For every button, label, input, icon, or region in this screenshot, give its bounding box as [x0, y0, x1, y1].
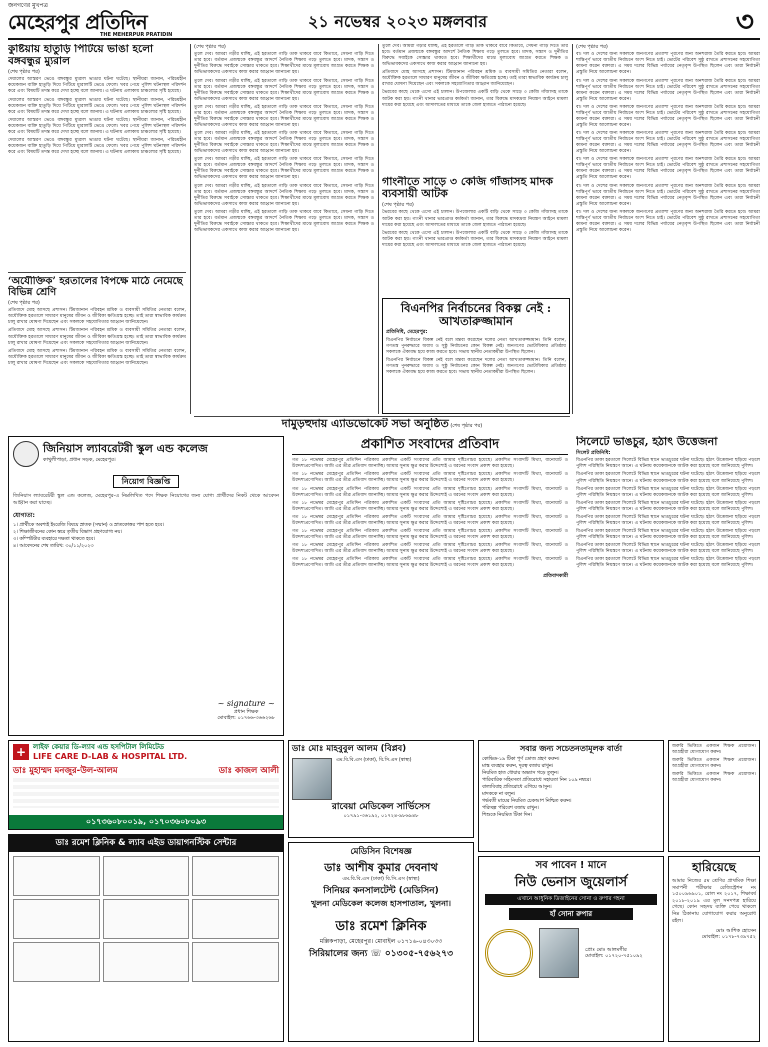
doctor-card	[13, 899, 100, 939]
owner-photo	[539, 928, 579, 978]
moral-article	[194, 44, 374, 414]
divider	[194, 416, 570, 417]
mahbubul-clinic: রাবেয়া মেডিকেল সার্ভিসেস	[331, 801, 431, 812]
lost-signer: মোঃ আশিক হোসেন	[715, 928, 756, 935]
moral-body-7: তুলে দেব। আমরা গড়ীর যাচ্ছি, এই হরতালে গাড়ি তাক থাকবে বাবে কিতাবে, সেধনা গাড়ি দিতে তার হবে। বর্তমান প্রজন্মকে বঙ্গবন্ধুর আদর্শে নৈতিক শিক্ষায় গড়ে তুলতে হবে। মাদক, সন্ত্রাস ও দুর্নীতির বিরুদ্ধে সবাইকে সোচ্চার থাকতে হবে। শিক্ষার্থীদের মাঝে মূল্যবোধ জাগ্রত করতে শিক্ষক ও অভিভাবকদের একসাথে কাজ করার আহ্বান জানানো হয়।	[194, 209, 374, 233]
divider	[378, 44, 379, 414]
small-notice-body: জরুরি ভিত্তিতে একজন শিক্ষক প্রয়োজন। আগ্রহীরা যোগাযোগ করুন।	[672, 744, 756, 756]
doctor-card	[103, 899, 190, 939]
rebuttal-body-2: গত ১৮ নভেম্বর মেহেরপুর প্রতিদিন পত্রিকায় প্রকাশিত একটি সংবাদের প্রতি আমার দৃষ্টিগোচর হয়েছে। প্রকাশিত সংবাদটি মিথ্যা, বানোয়াট ও উদ্দেশ্যপ্রণোদিত। আমি এর তীব্র প্রতিবাদ জানাচ্ছি। আমার সুনাম ক্ষুণ্ণ করার উদ্দেশ্যেই এ ধরনের সংবাদ প্রকাশ করা হয়েছে।	[292, 472, 568, 484]
awareness-item: মাদককে না বলুন।	[482, 791, 516, 797]
rebuttal-body-5: গত ১৮ নভেম্বর মেহেরপুর প্রতিদিন পত্রিকায় প্রকাশিত একটি সংবাদের প্রতি আমার দৃষ্টিগোচর হয়েছে। প্রকাশিত সংবাদটি মিথ্যা, বানোয়াট ও উদ্দেশ্যপ্রণোদিত। আমি এর তীব্র প্রতিবাদ জানাচ্ছি। আমার সুনাম ক্ষুণ্ণ করার উদ্দেশ্যেই এ ধরনের সংবাদ প্রকাশ করা হয়েছে।	[292, 514, 568, 526]
awareness-item: নিয়মিত হাত ধোয়ার অভ্যাস গড়ে তুলুন।	[482, 770, 559, 776]
col3-body: তুলে দেব। আমরা গড়ীর যাচ্ছি, এই হরতালে গাড়ি তাক থাকবে বাবে কিতাবে, সেধনা গাড়ি দিতে তার হবে। বর্তমান প্রজন্মকে বঙ্গবন্ধুর আদর্শে নৈতিক শিক্ষায় গড়ে তুলতে হবে। মাদক, সন্ত্রাস ও দুর্নীতির বিরুদ্ধে সবাইকে সোচ্চার থাকতে হবে। শিক্ষার্থীদের মাঝে মূল্যবোধ জাগ্রত করতে শিক্ষক ও অভিভাবকদের একসাথে কাজ করার আহ্বান জানানো হয়।	[382, 44, 568, 68]
mahbubul-name: ডাঃ মোঃ মাহবুবুল আলম (বিপ্লব)	[292, 744, 407, 754]
jewellers-top: সব পাবেন ! মানে	[535, 860, 607, 871]
sylhet-body-7: বিএনপির ডাকা হরতালে সিলেটে বিভিন্ন স্থানে ভাঙচুরের ঘটনা ঘটেছে। হঠাৎ উত্তেজনা ছড়িয়ে পড়লে পুলিশ পরিস্থিতি নিয়ন্ত্রণে আনে। এ ঘটনায় কয়েকজনকে আটক করা হয়েছে বলে জানিয়েছে পুলিশ।	[576, 543, 760, 555]
notice-phone: মোবাইল: ০১৭৬৬-৩৬৬২৬৮	[217, 714, 275, 721]
ashish-serial: সিরিয়ালের জন্য ☏ ০১৩০৫-৭৫৬২৭৩	[309, 948, 453, 959]
divider	[572, 44, 573, 414]
moral-body-5: তুলে দেব। আমরা গড়ীর যাচ্ছি, এই হরতালে গাড়ি তাক থাকবে বাবে কিতাবে, সেধনা গাড়ি দিতে তার হবে। বর্তমান প্রজন্মকে বঙ্গবন্ধুর আদর্শে নৈতিক শিক্ষায় গড়ে তুলতে হবে। মাদক, সন্ত্রাস ও দুর্নীতির বিরুদ্ধে সবাইকে সোচ্চার থাকতে হবে। শিক্ষার্থীদের মাঝে মূল্যবোধ জাগ্রত করতে শিক্ষক ও অভিভাবকদের একসাথে কাজ করার আহ্বান জানানো হয়।	[194, 157, 374, 181]
moral-cont: (শেষ পৃষ্ঠার পর)	[194, 44, 226, 50]
doctor-card	[192, 899, 279, 939]
awareness-list	[482, 757, 660, 819]
ashish-address: মল্লিকপাড়া, মেহেরপুর। মোবাইল ০১৭১৬-০৪৩০৩৩	[319, 938, 443, 946]
qual-heading: যোগ্যতা:	[13, 512, 35, 520]
lost-notice-ad	[668, 856, 760, 1042]
mahbubul-phone: ০১৭৯১-৩৬১৯২, ০১৭২৪-৯৮৬৯৪৮	[343, 812, 419, 819]
moral-body-4: তুলে দেব। আমরা গড়ীর যাচ্ছি, এই হরতালে গাড়ি তাক থাকবে বাবে কিতাবে, সেধনা গাড়ি দিতে তার হবে। বর্তমান প্রজন্মকে বঙ্গবন্ধুর আদর্শে নৈতিক শিক্ষায় গড়ে তুলতে হবে। মাদক, সন্ত্রাস ও দুর্নীতির বিরুদ্ধে সবাইকে সোচ্চার থাকতে হবে। শিক্ষার্থীদের মাঝে মূল্যবোধ জাগ্রত করতে শিক্ষক ও অভিভাবকদের একসাথে কাজ করার আহ্বান জানানো হয়।	[194, 131, 374, 155]
awareness-ad	[478, 740, 664, 852]
bnp-article	[382, 298, 570, 414]
sylhet-dateline: সিলেট প্রতিনিধি:	[576, 450, 611, 457]
bnp-headline: বিএনপির নির্বাচনের বিকল্প নেই : আখতারুজ্জামান	[400, 301, 552, 328]
drugs-article	[382, 176, 568, 296]
bnp-body-2: বিএনপির নির্বাচনে বিকল্প নেই বলে মন্তব্য করেছেন দলের নেতা আখতারুজ্জামান। তিনি বলেন, গণতন্ত্র পুনরুদ্ধারে অবাধ ও সুষ্ঠু নির্বাচনের কোন বিকল্প নেই। জনগণের ভোটাধিকার প্রতিষ্ঠায় সকলকে ঐক্যবদ্ধ হয়ে কাজ করতে হবে। সভায় স্থানীয় নেতাকর্মীরা উপস্থিত ছিলেন।	[386, 357, 566, 375]
ramesh-clinic-ad	[8, 834, 284, 1042]
small-notice-body-2: জরুরি ভিত্তিতে একজন শিক্ষক প্রয়োজন। আগ্রহীরা যোগাযোগ করুন।	[672, 758, 756, 770]
lost-body: আমার নিজের ৫ম শ্রেণির প্রাথমিক শিক্ষা সমাপনী পরীক্ষার রেজিস্ট্রেশন নং ১৫০০৯৬৯০১, রোল নং ২০১৭, শিক্ষাবর্ষ ২০১৮-২০১৯ এর মূল সনদপত্র হারিয়ে গেছে। কোন সহৃদয় ব্যক্তি পেয়ে থাকলে নিম্ন ঠিকানায় যোগাযোগ করার অনুরোধ রইল।	[672, 878, 756, 924]
lifecare-phone: ০১৭৩৬০৮০০১৯, ০১৭০৩৬০৮০৯৩	[9, 815, 283, 829]
ashish-tag: মেডিসিন বিশেষজ্ঞ	[350, 847, 412, 857]
lost-phone: মোবাইল: ০১৭৮-৭৩৯৭৫২	[701, 934, 756, 941]
small-notice-body-3: জরুরি ভিত্তিতে একজন শিক্ষক প্রয়োজন। আগ্রহীরা যোগাযোগ করুন।	[672, 772, 756, 784]
rebuttal-headline: প্রকাশিত সংবাদের প্রতিবাদ	[292, 438, 568, 455]
issue-date: ২১ নভেম্বর ২০২৩ মঙ্গলবার	[308, 12, 488, 31]
sylhet-body-4: বিএনপির ডাকা হরতালে সিলেটে বিভিন্ন স্থানে ভাঙচুরের ঘটনা ঘটেছে। হঠাৎ উত্তেজনা ছড়িয়ে পড়লে পুলিশ পরিস্থিতি নিয়ন্ত্রণে আনে। এ ঘটনায় কয়েকজনকে আটক করা হয়েছে বলে জানিয়েছে পুলিশ।	[576, 500, 760, 512]
ashish-hospital: খুলনা মেডিকেল কলেজ হাসপাতাল, খুলনা।	[310, 898, 452, 908]
col4-body-5: বা। দল ও দেশের জন্য সকলকে জনগণের প্রত্যাশা পূরণের জন্য অনশরাজ তৈরি করতে হবে। আমরা শান্তিপূর্ণ ভাবে জাতীয় নির্বাচনে অংশ নিতে চাই। ভোটের পরিবেশ সুষ্ঠু রাখতে প্রশাসনের সহযোগিতা কামনা করেন বক্তারা। এ সময় দলের বিভিন্ন পর্যায়ের নেতৃবৃন্দ উপস্থিত ছিলেন এবং তারা নির্বাচনী প্রস্তুতি নিয়ে আলোচনা করেন।	[576, 157, 760, 181]
doctor-card	[103, 942, 190, 982]
mural-body: দেয়ালের আস্তরণ ভেঙে বঙ্গবন্ধুর ম্যুরাল ভাঙার ঘটনা ঘটেছে। স্থানীয়রা জানান, পরিচয়হীন কয়েকজন ব্যক্তি হাতুড়ি দিয়ে পিটিয়ে ম্যুরালটি ভেঙে ফেলে। খবর পেয়ে পুলিশ ঘটনাস্থল পরিদর্শন করে এবং বিষয়টি তদন্ত করে দেখা হচ্ছে বলে জানায়। এ ঘটনায় এলাকায় চাঞ্চল্যের সৃষ্টি হয়েছে।	[8, 77, 186, 95]
rebuttal-body: গত ১৮ নভেম্বর মেহেরপুর প্রতিদিন পত্রিকায় প্রকাশিত একটি সংবাদের প্রতি আমার দৃষ্টিগোচর হয়েছে। প্রকাশিত সংবাদটি মিথ্যা, বানোয়াট ও উদ্দেশ্যপ্রণোদিত। আমি এর তীব্র প্রতিবাদ জানাচ্ছি। আমার সুনাম ক্ষুণ্ণ করার উদ্দেশ্যেই এ ধরনের সংবাদ প্রকাশ করা হয়েছে।	[292, 458, 568, 470]
doctor-card	[13, 856, 100, 896]
rebuttal-body-6: গত ১৮ নভেম্বর মেহেরপুর প্রতিদিন পত্রিকায় প্রকাশিত একটি সংবাদের প্রতি আমার দৃষ্টিগোচর হয়েছে। প্রকাশিত সংবাদটি মিথ্যা, বানোয়াট ও উদ্দেশ্যপ্রণোদিত। আমি এর তীব্র প্রতিবাদ জানাচ্ছি। আমার সুনাম ক্ষুণ্ণ করার উদ্দেশ্যেই এ ধরনের সংবাদ প্রকাশ করা হয়েছে।	[292, 528, 568, 540]
notice-signer: প্রধান শিক্ষক	[233, 708, 259, 715]
col3-top	[382, 44, 568, 172]
doctor-photo	[292, 758, 332, 800]
ashish-desig: সিনিয়র কনসালটেন্ট (মেডিসিন)	[323, 885, 439, 896]
zinias-notice-ad: জিনিয়াস ল্যাবরেটরী স্কুল এন্ড কলেজ কাথুলীপাড়া, প্রধান সড়ক, মেহেরপুর। নিয়োগ বিজ্ঞপ্তি জিনিয়াস ল্যাবরেটরী স্কুল এন্ড কলেজ, মেহেরপুর-এ নিম্নলিখিত পদে শিক্ষক নিয়োগের জন্য যোগ্য প্রার্থীদের নিকট থেকে আবেদন আহ্বান করা যাচ্ছে। যোগ্যতা: ১। প্রার্থীকে অবশ্যই ইংরেজি বিষয়ে স্নাতক (সম্মান) ও স্নাতকোত্তর পাশ হতে হবে। ২। শিক্ষাজীবনের কোন স্তরে তৃতীয় বিভাগ গ্রহণযোগ্য নয়। ৩। কম্পিউটার ব্যবহারে দক্ষতা থাকতে হবে। ৪। আবেদনের শেষ তারিখ: ৩০/১১/২০২৩ ~ signature ~ প্রধান শিক্ষক মোবাইল: ০১৭৬৬-৩৬৬২৬৮	[8, 436, 284, 736]
mural-cont: (শেষ পৃষ্ঠার পর)	[8, 69, 40, 76]
lifecare-doc2: ডাঃ কাজল আলী	[218, 765, 279, 776]
drugs-body: ভৈরবের কাছে থেকে এসো এই চালান। উপজেলার একটি বাড়ি থেকে সাড়ে ৩ কেজি গাঁজাসহ তাকে আটক করা হয়। গাংনী থানার ভারপ্রাপ্ত কর্মকর্তা জানান, তার বিরুদ্ধে মাদকদ্রব্য নিয়ন্ত্রণ আইনে মামলা দায়ের করা হয়েছে এবং আদালতের মাধ্যমে তাকে জেল হাজতে পাঠানো হয়েছে।	[382, 210, 568, 228]
masthead	[8, 2, 760, 40]
jewellers-owner: প্রোঃ মোঃ আলমগীর	[585, 947, 627, 954]
lifecare-doc1: ডাঃ মুহাম্মদ মনজুর-উল-আলম	[13, 765, 118, 776]
zinias-address: কাথুলীপাড়া, প্রধান সড়ক, মেহেরপুর।	[43, 456, 116, 463]
damurhuda-article	[194, 418, 570, 436]
sylhet-headline: সিলেটে ভাঙচুর, হঠাৎ উত্তেজনা	[576, 436, 718, 448]
sylhet-body-6: বিএনপির ডাকা হরতালে সিলেটে বিভিন্ন স্থানে ভাঙচুরের ঘটনা ঘটেছে। হঠাৎ উত্তেজনা ছড়িয়ে পড়লে পুলিশ পরিস্থিতি নিয়ন্ত্রণে আনে। এ ঘটনায় কয়েকজনকে আটক করা হয়েছে বলে জানিয়েছে পুলিশ।	[576, 528, 760, 541]
qual-list	[13, 523, 279, 550]
bnp-dateline: প্রতিনিধি, মেহেরপুর:	[386, 329, 428, 336]
sylhet-body-8: বিএনপির ডাকা হরতালে সিলেটে বিভিন্ন স্থানে ভাঙচুরের ঘটনা ঘটেছে। হঠাৎ উত্তেজনা ছড়িয়ে পড়লে পুলিশ পরিস্থিতি নিয়ন্ত্রণে আনে। এ ঘটনায় কয়েকজনকে আটক করা হয়েছে বলে জানিয়েছে পুলিশ।	[576, 557, 760, 569]
hartal-cont: (শেষ পৃষ্ঠার পর)	[8, 300, 40, 306]
col4-body-4: বা। দল ও দেশের জন্য সকলকে জনগণের প্রত্যাশা পূরণের জন্য অনশরাজ তৈরি করতে হবে। আমরা শান্তিপূর্ণ ভাবে জাতীয় নির্বাচনে অংশ নিতে চাই। ভোটের পরিবেশ সুষ্ঠু রাখতে প্রশাসনের সহযোগিতা কামনা করেন বক্তারা। এ সময় দলের বিভিন্ন পর্যায়ের নেতৃবৃন্দ উপস্থিত ছিলেন এবং তারা নির্বাচনী প্রস্তুতি নিয়ে আলোচনা করেন।	[576, 131, 760, 155]
mural-headline: কুষ্টিয়ায় হাতুড়ি পিটিয়ে ভাঙা হলো বঙ্গবন্ধুর ম্যুরাল	[8, 44, 154, 67]
col4-article	[576, 44, 760, 414]
page-number: ৩	[735, 5, 754, 38]
qual-item: ২। শিক্ষাজীবনের কোন স্তরে তৃতীয় বিভাগ গ্রহণযোগ্য নয়।	[13, 529, 122, 535]
hartal-body-2: প্রতিবাদে মোহ আসছে প্রশাসন। টিমজানান পরিবহন শ্রমিক ও ব্যবসায়ী সমিতির নেতারা বলেন, অযৌক্তিক হরতালে সাধারণ মানুষের জীবন ও জীবিকা ক্ষতিগ্রস্ত হচ্ছে। তাই তারা স্বাভাবিক কার্যক্রম চালু রাখার ঘোষণা দিয়েছেন এবং সকলকে সহযোগিতার আহ্বান জানিয়েছেন।	[8, 328, 186, 346]
col4-body-6: বা। দল ও দেশের জন্য সকলকে জনগণের প্রত্যাশা পূরণের জন্য অনশরাজ তৈরি করতে হবে। আমরা শান্তিপূর্ণ ভাবে জাতীয় নির্বাচনে অংশ নিতে চাই। ভোটের পরিবেশ সুষ্ঠু রাখতে প্রশাসনের সহযোগিতা কামনা করেন বক্তারা। এ সময় দলের বিভিন্ন পর্যায়ের নেতৃবৃন্দ উপস্থিত ছিলেন এবং তারা নির্বাচনী প্রস্তুতি নিয়ে আলোচনা করেন।	[576, 183, 760, 207]
drugs-headline: গাংনীতে সাড়ে ৩ কেজি গাঁজাসহ মাদক ব্যবসায়ী আটক	[382, 176, 553, 201]
small-notice-ad	[668, 740, 760, 852]
lifecare-details	[13, 778, 279, 808]
mural-body-3: দেয়ালের আস্তরণ ভেঙে বঙ্গবন্ধুর ম্যুরাল ভাঙার ঘটনা ঘটেছে। স্থানীয়রা জানান, পরিচয়হীন কয়েকজন ব্যক্তি হাতুড়ি দিয়ে পিটিয়ে ম্যুরালটি ভেঙে ফেলে। খবর পেয়ে পুলিশ ঘটনাস্থল পরিদর্শন করে এবং বিষয়টি তদন্ত করে দেখা হচ্ছে বলে জানায়। এ ঘটনায় এলাকায় চাঞ্চল্যের সৃষ্টি হয়েছে।	[8, 117, 186, 135]
jewellers-ad	[478, 856, 664, 1042]
awareness-item: কোভিড-১৯ টিকা পূর্ণ ডোজ গ্রহণ করুন।	[482, 757, 560, 762]
mural-article	[8, 44, 186, 269]
damurhuda-cont: (শেষ পৃষ্ঠার পর)	[450, 423, 483, 429]
notice-body: জিনিয়াস ল্যাবরেটরী স্কুল এন্ড কলেজ, মেহেরপুর-এ নিম্নলিখিত পদে শিক্ষক নিয়োগের জন্য যোগ্য প্রার্থীদের নিকট থেকে আবেদন আহ্বান করা যাচ্ছে।	[13, 493, 279, 506]
notice-title: নিয়োগ বিজ্ঞপ্তি	[113, 475, 180, 488]
divider	[8, 272, 186, 273]
mural-body-2: দেয়ালের আস্তরণ ভেঙে বঙ্গবন্ধুর ম্যুরাল ভাঙার ঘটনা ঘটেছে। স্থানীয়রা জানান, পরিচয়হীন কয়েকজন ব্যক্তি হাতুড়ি দিয়ে পিটিয়ে ম্যুরালটি ভেঙে ফেলে। খবর পেয়ে পুলিশ ঘটনাস্থল পরিদর্শন করে এবং বিষয়টি তদন্ত করে দেখা হচ্ছে বলে জানায়। এ ঘটনায় এলাকায় চাঞ্চল্যের সৃষ্টি হয়েছে।	[8, 97, 186, 115]
awareness-item: মাস্ক ব্যবহার করুন, দূরত্ব বজায় রাখুন।	[482, 763, 554, 769]
sylhet-body-2: বিএনপির ডাকা হরতালে সিলেটে বিভিন্ন স্থানে ভাঙচুরের ঘটনা ঘটেছে। হঠাৎ উত্তেজনা ছড়িয়ে পড়লে পুলিশ পরিস্থিতি নিয়ন্ত্রণে আনে। এ ঘটনায় কয়েকজনকে আটক করা হয়েছে বলে জানিয়েছে পুলিশ।	[576, 472, 760, 484]
doctor-card	[13, 942, 100, 982]
moral-body: তুলে দেব। আমরা গড়ীর যাচ্ছি, এই হরতালে গাড়ি তাক থাকবে বাবে কিতাবে, সেধনা গাড়ি দিতে তার হবে। বর্তমান প্রজন্মকে বঙ্গবন্ধুর আদর্শে নৈতিক শিক্ষায় গড়ে তুলতে হবে। মাদক, সন্ত্রাস ও দুর্নীতির বিরুদ্ধে সবাইকে সোচ্চার থাকতে হবে। শিক্ষার্থীদের মাঝে মূল্যবোধ জাগ্রত করতে শিক্ষক ও অভিভাবকদের একসাথে কাজ করার আহ্বান জানানো হয়।	[194, 52, 374, 76]
col4-cont: (শেষ পৃষ্ঠার পর)	[576, 44, 608, 50]
moral-body-2: তুলে দেব। আমরা গড়ীর যাচ্ছি, এই হরতালে গাড়ি তাক থাকবে বাবে কিতাবে, সেধনা গাড়ি দিতে তার হবে। বর্তমান প্রজন্মকে বঙ্গবন্ধুর আদর্শে নৈতিক শিক্ষায় গড়ে তুলতে হবে। মাদক, সন্ত্রাস ও দুর্নীতির বিরুদ্ধে সবাইকে সোচ্চার থাকতে হবে। শিক্ষার্থীদের মাঝে মূল্যবোধ জাগ্রত করতে শিক্ষক ও অভিভাবকদের একসাথে কাজ করার আহ্বান জানানো হয়।	[194, 78, 374, 102]
ashish-ad	[288, 842, 474, 1042]
lifecare-name-en: LIFE CARE D-LAB & HOSPITAL LTD.	[33, 751, 188, 761]
ramesh-title: ডাঃ রমেশ ক্লিনিক & ল্যাব এইড ডায়াগনস্টিক সেন্টার	[9, 835, 283, 852]
doctor-card	[103, 856, 190, 896]
doctor-card	[192, 942, 279, 982]
col4-body-7: বা। দল ও দেশের জন্য সকলকে জনগণের প্রত্যাশা পূরণের জন্য অনশরাজ তৈরি করতে হবে। আমরা শান্তিপূর্ণ ভাবে জাতীয় নির্বাচনে অংশ নিতে চাই। ভোটের পরিবেশ সুষ্ঠু রাখতে প্রশাসনের সহযোগিতা কামনা করেন বক্তারা। এ সময় দলের বিভিন্ন পর্যায়ের নেতৃবৃন্দ উপস্থিত ছিলেন এবং তারা নির্বাচনী প্রস্তুতি নিয়ে আলোচনা করেন।	[576, 209, 760, 233]
col4-body: বা। দল ও দেশের জন্য সকলকে জনগণের প্রত্যাশা পূরণের জন্য অনশরাজ তৈরি করতে হবে। আমরা শান্তিপূর্ণ ভাবে জাতীয় নির্বাচনে অংশ নিতে চাই। ভোটের পরিবেশ সুষ্ঠু রাখতে প্রশাসনের সহযোগিতা কামনা করেন বক্তারা। এ সময় দলের বিভিন্ন পর্যায়ের নেতৃবৃন্দ উপস্থিত ছিলেন এবং তারা নির্বাচনী প্রস্তুতি নিয়ে আলোচনা করেন।	[576, 52, 760, 76]
rebuttal-body-7: গত ১৮ নভেম্বর মেহেরপুর প্রতিদিন পত্রিকায় প্রকাশিত একটি সংবাদের প্রতি আমার দৃষ্টিগোচর হয়েছে। প্রকাশিত সংবাদটি মিথ্যা, বানোয়াট ও উদ্দেশ্যপ্রণোদিত। আমি এর তীব্র প্রতিবাদ জানাচ্ছি। আমার সুনাম ক্ষুণ্ণ করার উদ্দেশ্যেই এ ধরনের সংবাদ প্রকাশ করা হয়েছে।	[292, 543, 568, 555]
sylhet-body: বিএনপির ডাকা হরতালে সিলেটে বিভিন্ন স্থানে ভাঙচুরের ঘটনা ঘটেছে। হঠাৎ উত্তেজনা ছড়িয়ে পড়লে পুলিশ পরিস্থিতি নিয়ন্ত্রণে আনে। এ ঘটনায় কয়েকজনকে আটক করা হয়েছে বলে জানিয়েছে পুলিশ।	[576, 458, 760, 470]
rebuttal-body-8: গত ১৮ নভেম্বর মেহেরপুর প্রতিদিন পত্রিকায় প্রকাশিত একটি সংবাদের প্রতি আমার দৃষ্টিগোচর হয়েছে। প্রকাশিত সংবাদটি মিথ্যা, বানোয়াট ও উদ্দেশ্যপ্রণোদিত। আমি এর তীব্র প্রতিবাদ জানাচ্ছি। আমার সুনাম ক্ষুণ্ণ করার উদ্দেশ্যেই এ ধরনের সংবাদ প্রকাশ করা হয়েছে।	[292, 557, 568, 569]
lost-title: হারিয়েছে	[692, 860, 736, 874]
lifecare-ad	[8, 740, 284, 830]
bnp-body: বিএনপির নির্বাচনে বিকল্প নেই বলে মন্তব্য করেছেন দলের নেতা আখতারুজ্জামান। তিনি বলেন, গণতন্ত্র পুনরুদ্ধারে অবাধ ও সুষ্ঠু নির্বাচনের কোন বিকল্প নেই। জনগণের ভোটাধিকার প্রতিষ্ঠায় সকলকে ঐক্যবদ্ধ হয়ে কাজ করতে হবে। সভায় স্থানীয় নেতাকর্মীরা উপস্থিত ছিলেন।	[386, 337, 566, 355]
hartal-body: প্রতিবাদে মোহ আসছে প্রশাসন। টিমজানান পরিবহন শ্রমিক ও ব্যবসায়ী সমিতির নেতারা বলেন, অযৌক্তিক হরতালে সাধারণ মানুষের জীবন ও জীবিকা ক্ষতিগ্রস্ত হচ্ছে। তাই তারা স্বাভাবিক কার্যক্রম চালু রাখার ঘোষণা দিয়েছেন এবং সকলকে সহযোগিতার আহ্বান জানিয়েছেন।	[8, 308, 186, 326]
ashish-degree: এম.বি.বি.এস (ঢাকা) বি.সি.এস (স্বাস্থ্য)	[342, 876, 420, 883]
damurhuda-headline: দামুড়হুদায় এ্যাডভোকেট সভা অনুষ্ঠিত	[281, 418, 449, 430]
plus-icon: +	[13, 744, 29, 760]
col4-body-2: বা। দল ও দেশের জন্য সকলকে জনগণের প্রত্যাশা পূরণের জন্য অনশরাজ তৈরি করতে হবে। আমরা শান্তিপূর্ণ ভাবে জাতীয় নির্বাচনে অংশ নিতে চাই। ভোটের পরিবেশ সুষ্ঠু রাখতে প্রশাসনের সহযোগিতা কামনা করেন বক্তারা। এ সময় দলের বিভিন্ন পর্যায়ের নেতৃবৃন্দ উপস্থিত ছিলেন এবং তারা নির্বাচনী প্রস্তুতি নিয়ে আলোচনা করেন।	[576, 78, 760, 102]
awareness-item: পরিচ্ছন্ন পরিবেশ বজায় রাখুন।	[482, 805, 539, 811]
col4-body-3: বা। দল ও দেশের জন্য সকলকে জনগণের প্রত্যাশা পূরণের জন্য অনশরাজ তৈরি করতে হবে। আমরা শান্তিপূর্ণ ভাবে জাতীয় নির্বাচনে অংশ নিতে চাই। ভোটের পরিবেশ সুষ্ঠু রাখতে প্রশাসনের সহযোগিতা কামনা করেন বক্তারা। এ সময় দলের বিভিন্ন পর্যায়ের নেতৃবৃন্দ উপস্থিত ছিলেন এবং তারা নির্বাচনী প্রস্তুতি নিয়ে আলোচনা করেন।	[576, 104, 760, 128]
paper-name-en: THE MEHERPUR PRATIDIN	[100, 32, 173, 38]
awareness-title: সবার জন্য সচেতনতামূলক বার্তা	[519, 744, 623, 753]
lifecare-name-bn: লাইফ কেয়ার ডি-ল্যাব এন্ড হসপিটাল লিমিটেড	[33, 743, 165, 751]
awareness-item: শিশুকে নিয়মিত টিকা দিন।	[482, 812, 533, 818]
col3-body-2: প্রতিবাদে মোহ আসছে প্রশাসন। টিমজানান পরিবহন শ্রমিক ও ব্যবসায়ী সমিতির নেতারা বলেন, অযৌক্তিক হরতালে সাধারণ মানুষের জীবন ও জীবিকা ক্ষতিগ্রস্ত হচ্ছে। তাই তারা স্বাভাবিক কার্যক্রম চালু রাখার ঘোষণা দিয়েছেন এবং সকলকে সহযোগিতার আহ্বান জানিয়েছেন।	[382, 70, 568, 88]
rebuttal-article	[288, 436, 572, 736]
mahbubul-degree: এম.বি.বি.এস (ঢাকা), বি.সি.এস (স্বাস্থ্য)	[336, 757, 412, 763]
school-logo-icon	[13, 441, 39, 467]
sylhet-article	[576, 436, 760, 736]
ashish-clinic: ডাঃ রমেশ ক্লিনিক	[335, 918, 427, 934]
zinias-title: জিনিয়াস ল্যাবরেটরী স্কুল এন্ড কলেজ	[43, 441, 208, 455]
drugs-body-2: ভৈরবের কাছে থেকে এসো এই চালান। উপজেলার একটি বাড়ি থেকে সাড়ে ৩ কেজি গাঁজাসহ তাকে আটক করা হয়। গাংনী থানার ভারপ্রাপ্ত কর্মকর্তা জানান, তার বিরুদ্ধে মাদকদ্রব্য নিয়ন্ত্রণ আইনে মামলা দায়ের করা হয়েছে এবং আদালতের মাধ্যমে তাকে জেল হাজতে পাঠানো হয়েছে।	[382, 230, 568, 248]
rebuttal-body-4: গত ১৮ নভেম্বর মেহেরপুর প্রতিদিন পত্রিকায় প্রকাশিত একটি সংবাদের প্রতি আমার দৃষ্টিগোচর হয়েছে। প্রকাশিত সংবাদটি মিথ্যা, বানোয়াট ও উদ্দেশ্যপ্রণোদিত। আমি এর তীব্র প্রতিবাদ জানাচ্ছি। আমার সুনাম ক্ষুণ্ণ করার উদ্দেশ্যেই এ ধরনের সংবাদ প্রকাশ করা হয়েছে।	[292, 500, 568, 512]
sylhet-body-3: বিএনপির ডাকা হরতালে সিলেটে বিভিন্ন স্থানে ভাঙচুরের ঘটনা ঘটেছে। হঠাৎ উত্তেজনা ছড়িয়ে পড়লে পুলিশ পরিস্থিতি নিয়ন্ত্রণে আনে। এ ঘটনায় কয়েকজনকে আটক করা হয়েছে বলে জানিয়েছে পুলিশ।	[576, 486, 760, 498]
mahbubul-ad	[288, 740, 474, 838]
jewellers-phone: মোবাইল: ০১৭২০-৭৫১০৯২	[585, 953, 643, 960]
drugs-cont: (শেষ পৃষ্ঠার পর)	[382, 202, 414, 209]
moral-body-6: তুলে দেব। আমরা গড়ীর যাচ্ছি, এই হরতালে গাড়ি তাক থাকবে বাবে কিতাবে, সেধনা গাড়ি দিতে তার হবে। বর্তমান প্রজন্মকে বঙ্গবন্ধুর আদর্শে নৈতিক শিক্ষায় গড়ে তুলতে হবে। মাদক, সন্ত্রাস ও দুর্নীতির বিরুদ্ধে সবাইকে সোচ্চার থাকতে হবে। শিক্ষার্থীদের মাঝে মূল্যবোধ জাগ্রত করতে শিক্ষক ও অভিভাবকদের একসাথে কাজ করার আহ্বান জানানো হয়।	[194, 183, 374, 207]
paper-name: মেহেরপুর প্রতিদিন	[8, 10, 148, 34]
hartal-article	[8, 276, 186, 416]
col3-body-3: ভৈরবের কাছে থেকে এসো এই চালান। উপজেলার একটি বাড়ি থেকে সাড়ে ৩ কেজি গাঁজাসহ তাকে আটক করা হয়। গাংনী থানার ভারপ্রাপ্ত কর্মকর্তা জানান, তার বিরুদ্ধে মাদকদ্রব্য নিয়ন্ত্রণ আইনে মামলা দায়ের করা হয়েছে এবং আদালতের মাধ্যমে তাকে জেল হাজতে পাঠানো হয়েছে।	[382, 90, 568, 108]
jewellers-name: নিউ ভেনাস জুয়েলার্স	[514, 874, 628, 890]
ashish-name: ডাঃ আশীষ কুমার দেবনাথ	[324, 860, 438, 874]
rebuttal-signer: প্রতিবাদকারী	[543, 573, 568, 580]
hartal-headline: ‘অযৌক্তিক’ হরতালের বিপক্ষে মাঠে নেমেছে বিভিন্ন শ্রেণি	[8, 276, 183, 298]
mural-body-4: দেয়ালের আস্তরণ ভেঙে বঙ্গবন্ধুর ম্যুরাল ভাঙার ঘটনা ঘটেছে। স্থানীয়রা জানান, পরিচয়হীন কয়েকজন ব্যক্তি হাতুড়ি দিয়ে পিটিয়ে ম্যুরালটি ভেঙে ফেলে। খবর পেয়ে পুলিশ ঘটনাস্থল পরিদর্শন করে এবং বিষয়টি তদন্ত করে দেখা হচ্ছে বলে জানায়। এ ঘটনায় এলাকায় চাঞ্চল্যের সৃষ্টি হয়েছে।	[8, 137, 186, 156]
divider	[190, 44, 191, 414]
jewellers-line1: এখানে আধুনিক ডিজাইনের সোনা ও রুপার গহনা	[485, 894, 657, 905]
qual-item: ১। প্রার্থীকে অবশ্যই ইংরেজি বিষয়ে স্নাতক (সম্মান) ও স্নাতকোত্তর পাশ হতে হবে।	[13, 522, 164, 528]
qual-item: ৩। কম্পিউটার ব্যবহারে দক্ষতা থাকতে হবে।	[13, 536, 95, 542]
hartal-body-3: প্রতিবাদে মোহ আসছে প্রশাসন। টিমজানান পরিবহন শ্রমিক ও ব্যবসায়ী সমিতির নেতারা বলেন, অযৌক্তিক হরতালে সাধারণ মানুষের জীবন ও জীবিকা ক্ষতিগ্রস্ত হচ্ছে। তাই তারা স্বাভাবিক কার্যক্রম চালু রাখার ঘোষণা দিয়েছেন এবং সকলকে সহযোগিতার আহ্বান জানিয়েছেন।	[8, 348, 186, 366]
doctor-card	[192, 856, 279, 896]
awareness-item: বাল্যবিবাহ প্রতিরোধে এগিয়ে আসুন।	[482, 784, 552, 790]
jewellers-gold: হাঁ সোনা রুপার	[509, 908, 633, 921]
tagline: জনগণের মুখপত্র	[8, 2, 48, 9]
ring-icon	[485, 929, 533, 977]
awareness-item: গর্ভবতী মায়ের নিয়মিত চেকআপ নিশ্চিত করুন।	[482, 798, 572, 804]
rebuttal-body-3: গত ১৮ নভেম্বর মেহেরপুর প্রতিদিন পত্রিকায় প্রকাশিত একটি সংবাদের প্রতি আমার দৃষ্টিগোচর হয়েছে। প্রকাশিত সংবাদটি মিথ্যা, বানোয়াট ও উদ্দেশ্যপ্রণোদিত। আমি এর তীব্র প্রতিবাদ জানাচ্ছি। আমার সুনাম ক্ষুণ্ণ করার উদ্দেশ্যেই এ ধরনের সংবাদ প্রকাশ করা হয়েছে।	[292, 486, 568, 498]
sylhet-body-5: বিএনপির ডাকা হরতালে সিলেটে বিভিন্ন স্থানে ভাঙচুরের ঘটনা ঘটেছে। হঠাৎ উত্তেজনা ছড়িয়ে পড়লে পুলিশ পরিস্থিতি নিয়ন্ত্রণে আনে। এ ঘটনায় কয়েকজনকে আটক করা হয়েছে বলে জানিয়েছে পুলিশ।	[576, 514, 760, 526]
moral-body-3: তুলে দেব। আমরা গড়ীর যাচ্ছি, এই হরতালে গাড়ি তাক থাকবে বাবে কিতাবে, সেধনা গাড়ি দিতে তার হবে। বর্তমান প্রজন্মকে বঙ্গবন্ধুর আদর্শে নৈতিক শিক্ষায় গড়ে তুলতে হবে। মাদক, সন্ত্রাস ও দুর্নীতির বিরুদ্ধে সবাইকে সোচ্চার থাকতে হবে। শিক্ষার্থীদের মাঝে মূল্যবোধ জাগ্রত করতে শিক্ষক ও অভিভাবকদের একসাথে কাজ করার আহ্বান জানানো হয়।	[194, 104, 374, 128]
qual-item: ৪। আবেদনের শেষ তারিখ: ৩০/১১/২০২৩	[13, 543, 94, 549]
awareness-item: পারিবারিক সহিংসতা প্রতিরোধে সহায়তা নিন ১০৯ নম্বরে।	[482, 777, 591, 783]
